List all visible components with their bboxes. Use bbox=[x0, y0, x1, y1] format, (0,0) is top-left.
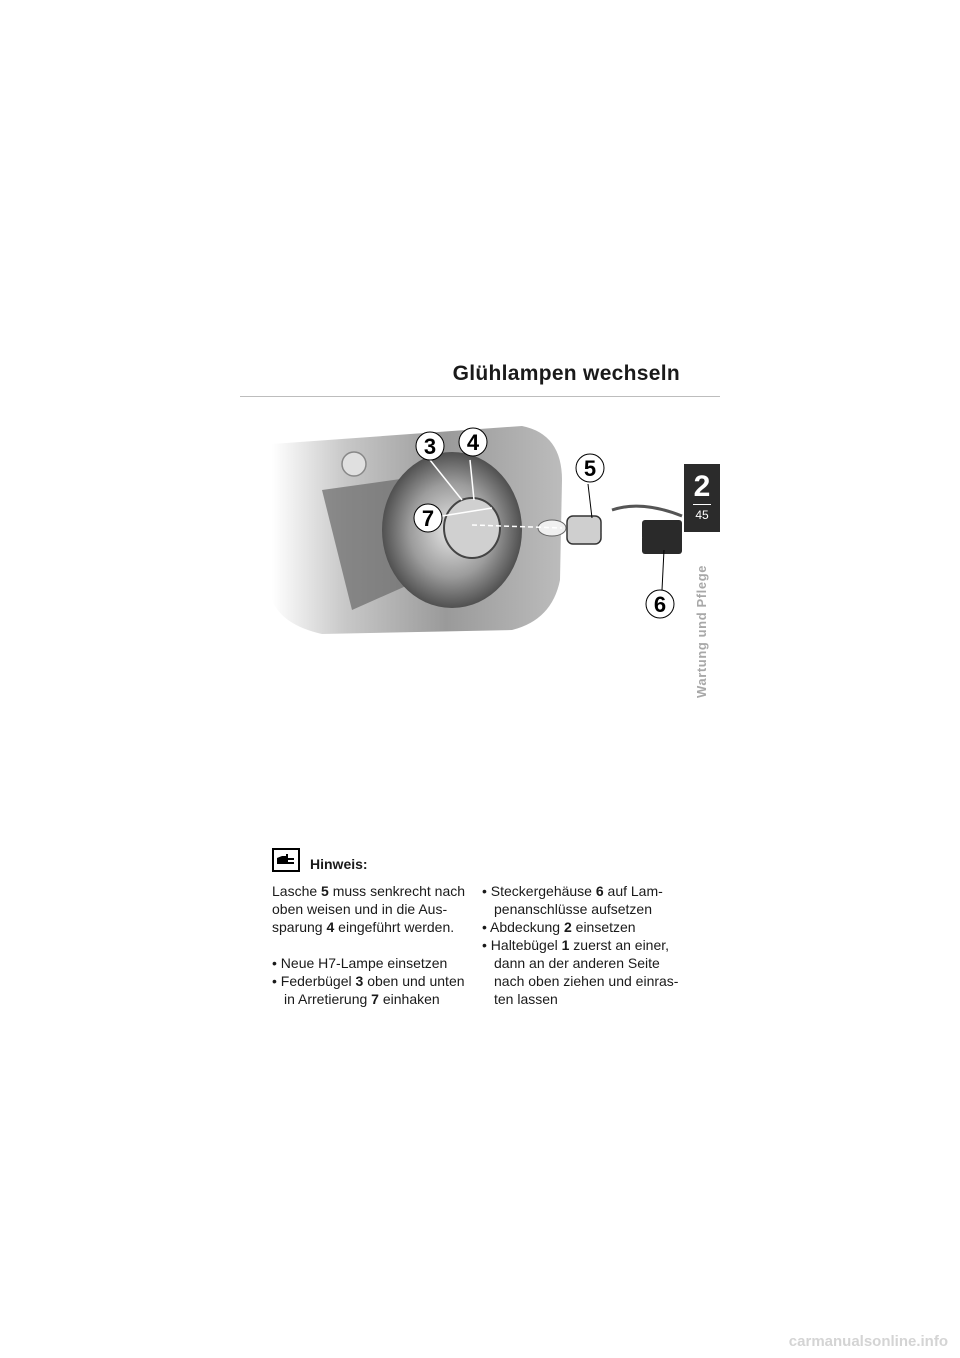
right-column bbox=[482, 882, 692, 1008]
headlight-figure bbox=[262, 420, 690, 638]
bulb-base bbox=[567, 516, 601, 544]
step-item: • Haltebügel 1 zuerst an einer, dann an der anderen Seite nach oben ziehen und einras-ten lassen bbox=[482, 937, 679, 1007]
callout-7 bbox=[414, 504, 442, 532]
callout-5 bbox=[576, 454, 604, 482]
lamp-socket bbox=[444, 498, 500, 558]
callout-5-label: 5 bbox=[583, 456, 597, 481]
chapter-number: 2 bbox=[693, 470, 711, 503]
step-item: • Abdeckung 2 einsetzen bbox=[482, 919, 636, 935]
footer-watermark: carmanualsonline.info bbox=[788, 1333, 948, 1350]
callout-6 bbox=[646, 590, 674, 618]
title-rule bbox=[240, 396, 720, 397]
callout-6-label: 6 bbox=[653, 592, 667, 617]
step-item: • Federbügel 3 oben und unten in Arretierung 7 einhaken bbox=[272, 973, 465, 1007]
chapter-divider bbox=[693, 504, 711, 505]
callout-4 bbox=[459, 428, 487, 456]
adjuster-knob bbox=[342, 452, 366, 476]
step-item: • Neue H7-Lampe einsetzen bbox=[272, 955, 448, 971]
cable bbox=[612, 506, 682, 516]
callout-4-label: 4 bbox=[466, 430, 480, 455]
callout-3 bbox=[416, 432, 444, 460]
page-number: 45 bbox=[695, 508, 709, 522]
note-text: Lasche 5 muss senkrecht nach oben weisen und in die Aus-sparung 4 eingeführt werden. bbox=[272, 883, 466, 935]
section-title-vertical: Wartung und Pflege bbox=[694, 564, 709, 698]
left-column bbox=[272, 882, 477, 1008]
note-header bbox=[272, 848, 368, 872]
note-hand-icon bbox=[272, 848, 300, 872]
step-item: • Steckergehäuse 6 auf Lam-penanschlüsse aufsetzen bbox=[482, 883, 663, 917]
callout-3-label: 3 bbox=[423, 434, 437, 459]
note-label: Hinweis: bbox=[310, 856, 368, 872]
callout-7-label: 7 bbox=[421, 506, 435, 531]
page-title: Glühlampen wechseln bbox=[452, 362, 680, 385]
connector-housing bbox=[642, 520, 682, 554]
